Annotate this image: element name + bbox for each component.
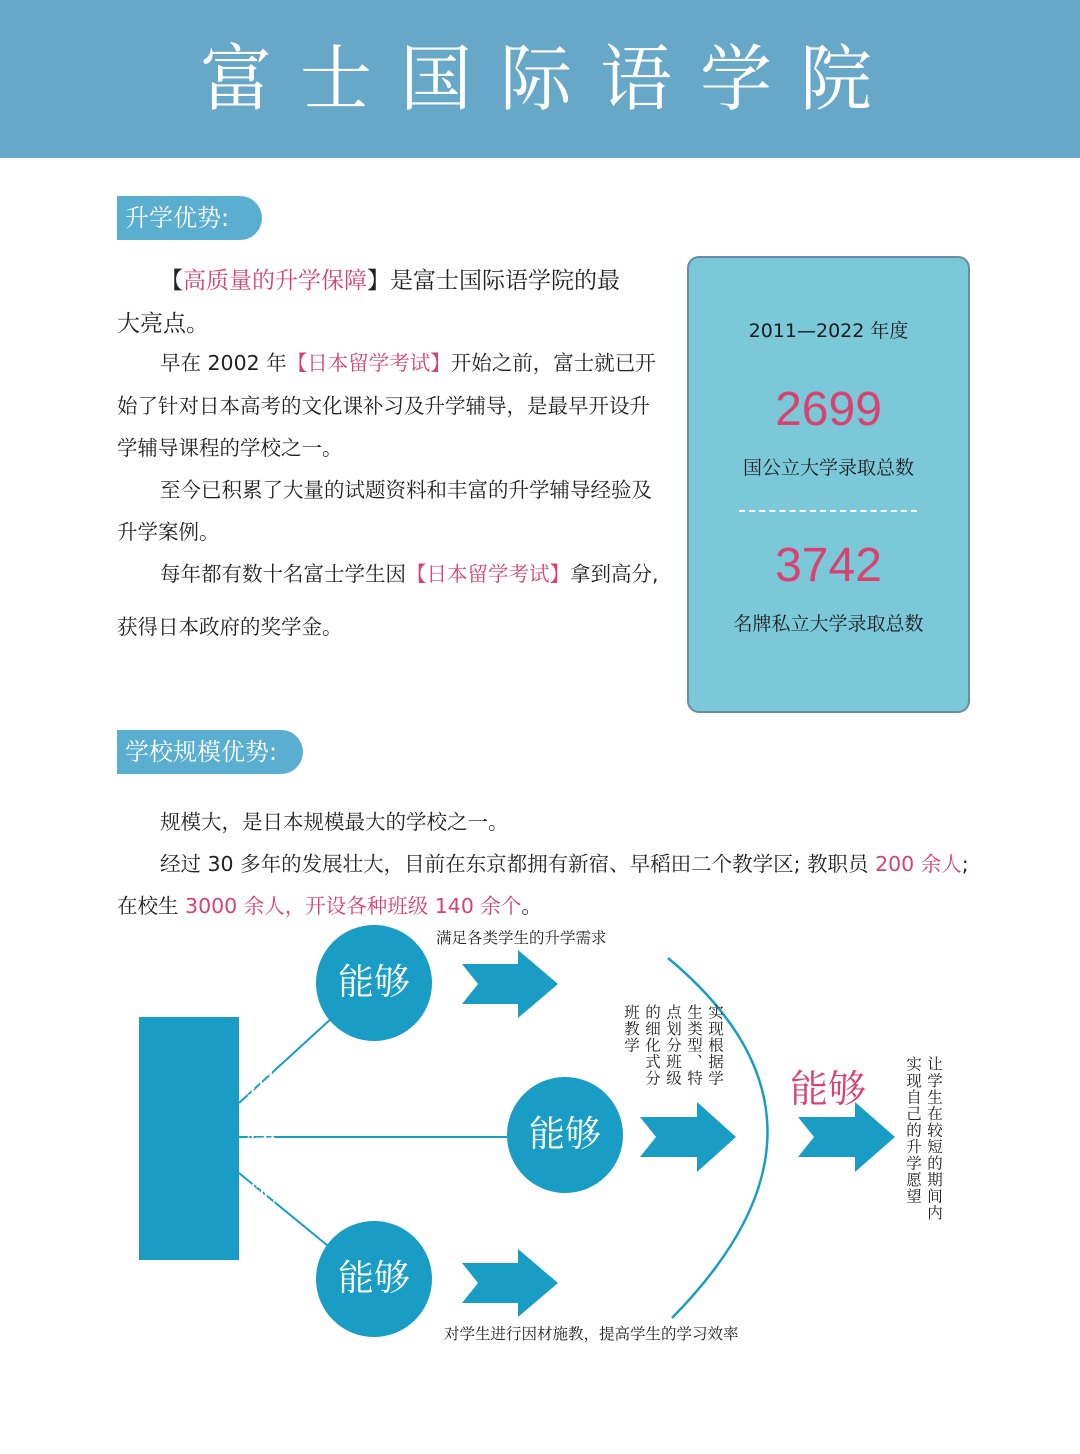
paragraph-text: 。 — [521, 894, 542, 918]
scale-paragraph-2 — [160, 847, 969, 877]
stats-number-private: 3742 — [775, 539, 882, 592]
stats-divider — [739, 510, 917, 512]
circle-able-middle: 能够 — [507, 1077, 623, 1193]
scale-paragraph-1: 规模大，是日本规模最大的学校之一。 — [160, 810, 509, 834]
paragraph-text: ; — [961, 852, 969, 876]
scale-advantage-label: 利用规模化优势 — [240, 1027, 275, 1237]
bracket-open: 【 — [160, 268, 183, 294]
caption-bottom: 对学生进行因材施教，提高学生的学习效率 — [444, 1325, 739, 1343]
stats-label-private: 名牌私立大学录取总数 — [733, 613, 924, 635]
circle-able-bottom: 能够 — [316, 1221, 432, 1337]
paragraph-1-line-2: 大亮点。 — [117, 311, 209, 337]
header-banner — [0, 0, 1080, 158]
paragraph-text: 每年都有数十名富士学生因 — [160, 562, 406, 586]
paragraph-1-line-1 — [160, 262, 620, 295]
paragraph-3-line-1: 至今已积累了大量的试题资料和丰富的升学辅导经验及 — [160, 478, 652, 502]
arrow-middle-icon — [640, 1102, 736, 1172]
paragraph-2-line-1 — [160, 346, 656, 376]
admission-stats-box — [687, 256, 970, 713]
paragraph-text: 在校生 — [117, 894, 186, 918]
arrow-bottom-icon — [462, 1249, 558, 1317]
scale-paragraph-3 — [117, 889, 542, 919]
bracket-close: 】 — [367, 268, 390, 294]
page-title: 富士国际语学院 — [199, 37, 900, 121]
paragraph-text: 是富士国际语学院的最 — [390, 268, 620, 294]
stats-number-public: 2699 — [775, 383, 882, 436]
scale-advantage-diagram — [0, 920, 1080, 1360]
highlight-text: 高质量的升学保障 — [183, 268, 367, 294]
paragraph-2-line-2: 始了针对日本高考的文化课补习及升学辅导，是最早开设升 — [117, 394, 650, 418]
paragraph-4-line-2: 获得日本政府的奖学金。 — [117, 615, 343, 639]
caption-top: 满足各类学生的升学需求 — [436, 929, 607, 947]
caption-middle-vertical: 实现根据学生类型、特点划分班级的细化式分班教学 — [622, 1004, 724, 1087]
circle-able-top: 能够 — [316, 925, 432, 1041]
arrow-top-icon — [462, 950, 558, 1018]
highlight-text: 3000 余人，开设各种班级 140 余个 — [185, 894, 522, 918]
highlight-text: 【日本留学考试】 — [406, 562, 570, 586]
stats-label-public: 国公立大学录取总数 — [742, 457, 914, 479]
highlight-text: 【日本留学考试】 — [286, 351, 451, 375]
paragraph-2-line-3: 学辅导课程的学校之一。 — [117, 436, 343, 460]
paragraph-3-line-2: 升学案例。 — [117, 520, 220, 544]
highlight-text: 200 余人 — [875, 852, 962, 876]
stats-years: 2011—2022 年度 — [748, 320, 909, 342]
paragraph-text: 经过 30 多年的发展壮大，目前在东京都拥有新宿、早稻田二个教学区; 教职员 — [160, 852, 876, 876]
result-able-label: 能够 — [790, 1067, 867, 1111]
paragraph-text: 拿到高分, — [570, 562, 659, 586]
paragraph-text: 早在 2002 年 — [160, 351, 287, 375]
paragraph-text: 开始之前，富士就已开 — [450, 351, 656, 375]
section-tag-scale: 学校规模优势: — [117, 730, 303, 774]
scale-advantage-box — [139, 1017, 275, 1260]
result-text-vertical: 让学生在较短的期间内实现自己的升学愿望 — [904, 1056, 943, 1221]
paragraph-4-line-1 — [160, 557, 659, 587]
section-tag-admission: 升学优势: — [117, 196, 262, 240]
